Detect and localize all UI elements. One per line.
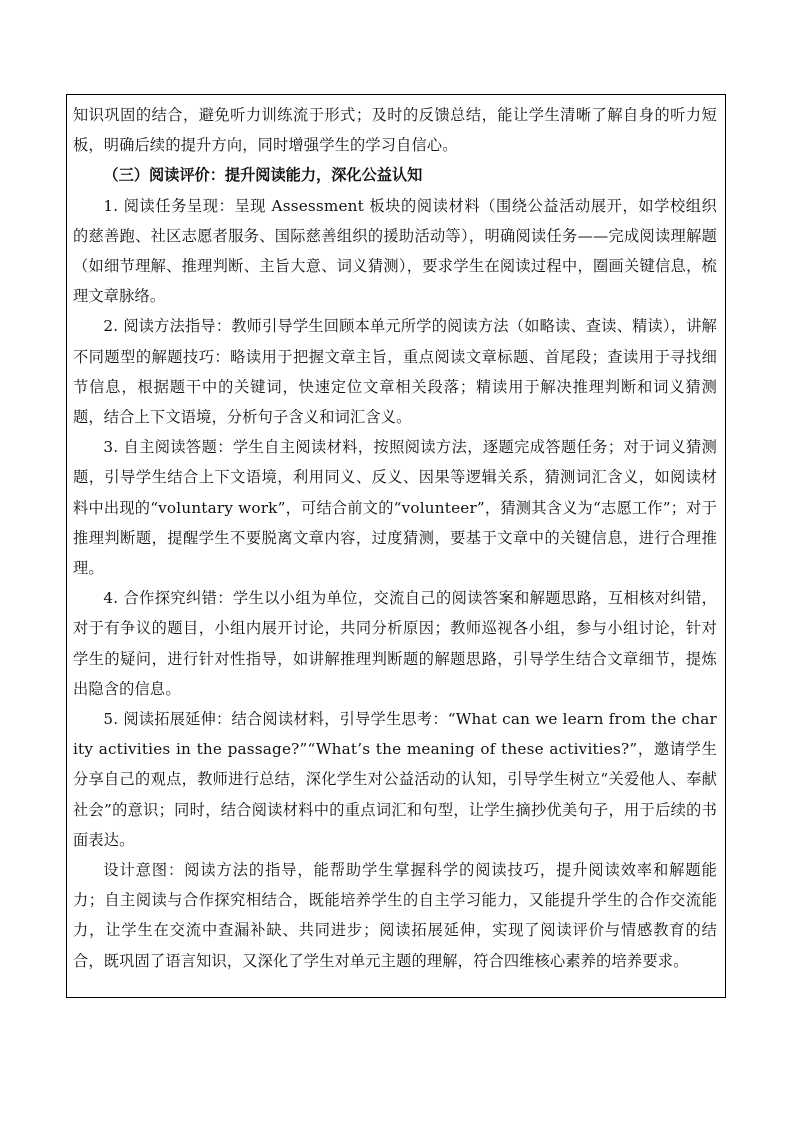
content-table-cell [66,94,726,998]
paragraph-design-intent: 设计意图：阅读方法的指导，能帮助学生掌握科学的阅读技巧，提升阅读效率和解题能力；自主阅读与合作探究相结合，既能培养学生的自主学习能力，又能提升学生的合作交流能力，让学生在交流中查漏补缺、共同进步；阅读拓展延伸，实现了阅读评价与情感教育的结合，既巩固了语言知识，又深化了学生对单元主题的理解，符合四维核心素养的培养要求。 [73,861,717,970]
paragraph-step-2-method: 2. 阅读方法指导：教师引导学生回顾本单元所学的阅读方法（如略读、查读、精读），讲解不同题型的解题技巧：略读用于把握文章主旨，重点阅读文章标题、首尾段；查读用于寻找细节信息，根据题干中的关键词，快速定位文章相关段落；精读用于解决推理判断和词义猜测题，结合上下文语境，分析句子含义和词汇含义。 [73,317,717,427]
paragraph-step-4-cooperation: 4. 合作探究纠错：学生以小组为单位，交流自己的阅读答案和解题思路，互相核对纠错，对于有争议的题目，小组内展开讨论，共同分析原因；教师巡视各小组，参与小组讨论，针对学生的疑问，进行针对性指导，如讲解推理判断题的解题思路，引导学生结合文章细节，提炼出隐含的信息。 [73,589,717,698]
section-heading-reading-evaluation: （三）阅读评价：提升阅读能力，深化公益认知 [103,166,423,185]
paragraph-step-3-answering: 3. 自主阅读答题：学生自主阅读材料，按照阅读方法，逐题完成答题任务；对于词义猜测题，引导学生结合上下文语境，利用同义、反义、因果等逻辑关系，猜测词汇含义，如阅读材料中出现的“voluntary work”，可结合前文的“volunteer”，猜测其含义为“志愿工作”；对于推理判断题，提醒学生不要脱离文章内容，过度猜测，要基于文章中的关键信息，进行合理推理。 [73,438,717,578]
paragraph-listening-summary: 知识巩固的结合，避免听力训练流于形式；及时的反馈总结，能让学生清晰了解自身的听力短板，明确后续的提升方向，同时增强学生的学习自信心。 [73,106,717,155]
paragraph-step-1-task: 1. 阅读任务呈现：呈现 Assessment 板块的阅读材料（围绕公益活动展开，如学校组织的慈善跑、社区志愿者服务、国际慈善组织的援助活动等），明确阅读任务——完成阅读理解题（如细节理解、推理判断、主旨大意、词义猜测），要求学生在阅读过程中，圈画关键信息，梳理文章脉络。 [73,196,717,306]
paragraph-step-5-extension: 5. 阅读拓展延伸：结合阅读材料，引导学生思考：“What can we learn from the charity activities in the passage?”“What’s the meaning of these activities?”，邀请学生分享自己的观点，教师进行总结，深化学生对公益活动的认知，引导学生树立“关爱他人、奉献社会”的意识；同时，结合阅读材料中的重点词汇和句型，让学生摘抄优美句子，用于后续的书面表达。 [73,710,717,849]
